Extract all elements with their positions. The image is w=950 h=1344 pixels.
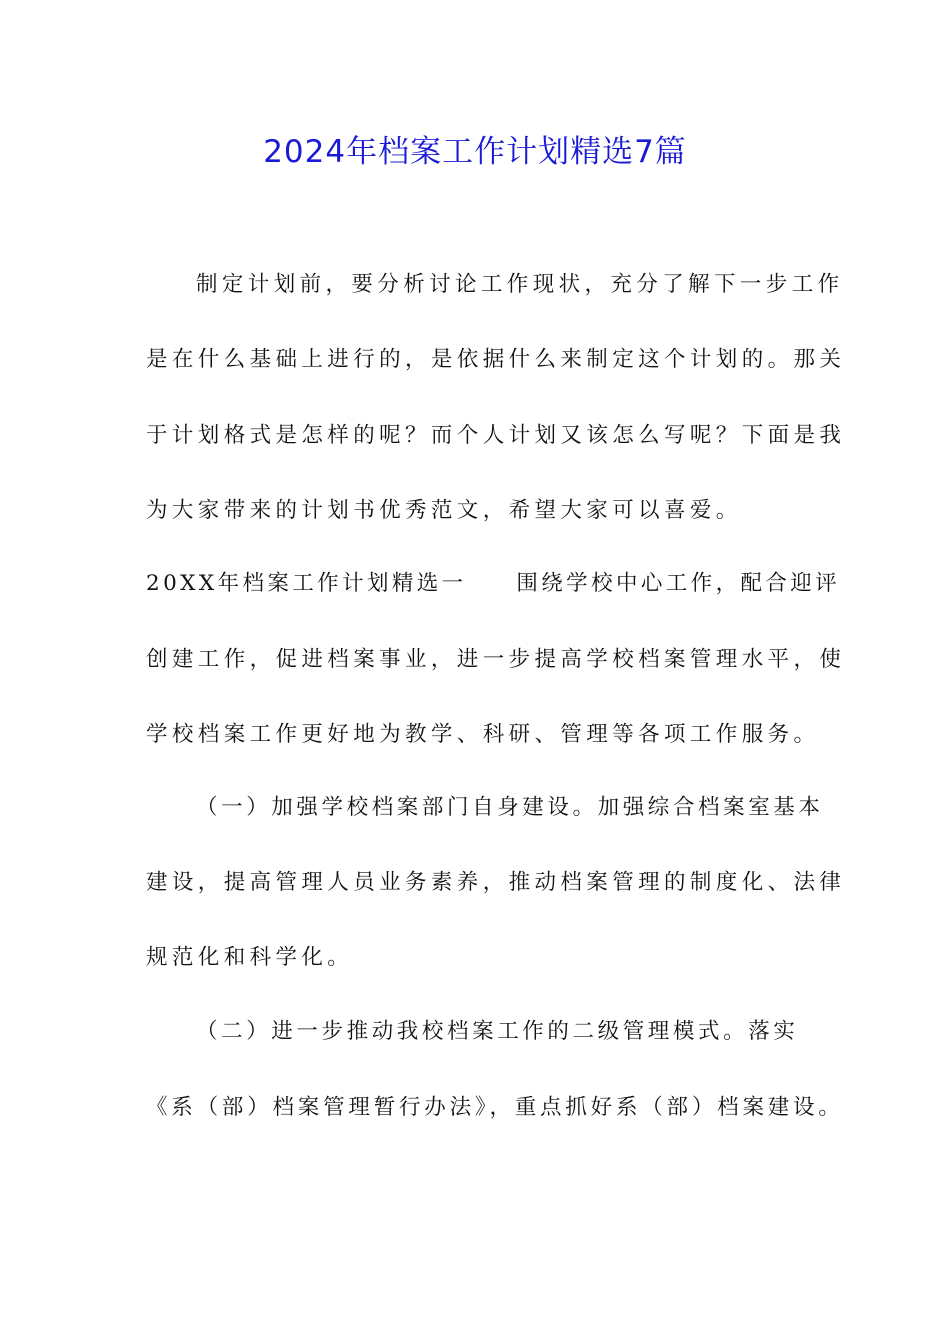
section-heading-line: 20XX年档案工作计划精选一 围绕学校中心工作，配合迎评	[146, 571, 841, 596]
paragraph-line: 为大家带来的计划书优秀范文，希望大家可以喜爱。	[146, 498, 742, 523]
paragraph-line: 《系（部）档案管理暂行办法》，重点抓好系（部）档案建设。	[146, 1095, 844, 1120]
paragraph-line: 是在什么基础上进行的，是依据什么来制定这个计划的。那关	[146, 347, 846, 372]
paragraph-line: 规范化和科学化。	[146, 945, 354, 970]
paragraph-line: 制定计划前，要分析讨论工作现状，充分了解下一步工作	[196, 272, 844, 297]
paragraph-line: （一）加强学校档案部门自身建设。加强综合档案室基本	[196, 795, 824, 820]
paragraph-line: 学校档案工作更好地为教学、科研、管理等各项工作服务。	[146, 722, 820, 747]
paragraph-line: 建设，提高管理人员业务素养，推动档案管理的制度化、法律	[146, 870, 846, 895]
paragraph-line: 创建工作，促进档案事业，进一步提高学校档案管理水平，使	[146, 647, 846, 672]
paragraph-line: 于计划格式是怎样的呢？而个人计划又该怎么写呢？下面是我	[146, 423, 846, 448]
document-title: 2024年档案工作计划精选7篇	[263, 134, 687, 170]
paragraph-line: （二）进一步推动我校档案工作的二级管理模式。落实	[196, 1019, 799, 1044]
